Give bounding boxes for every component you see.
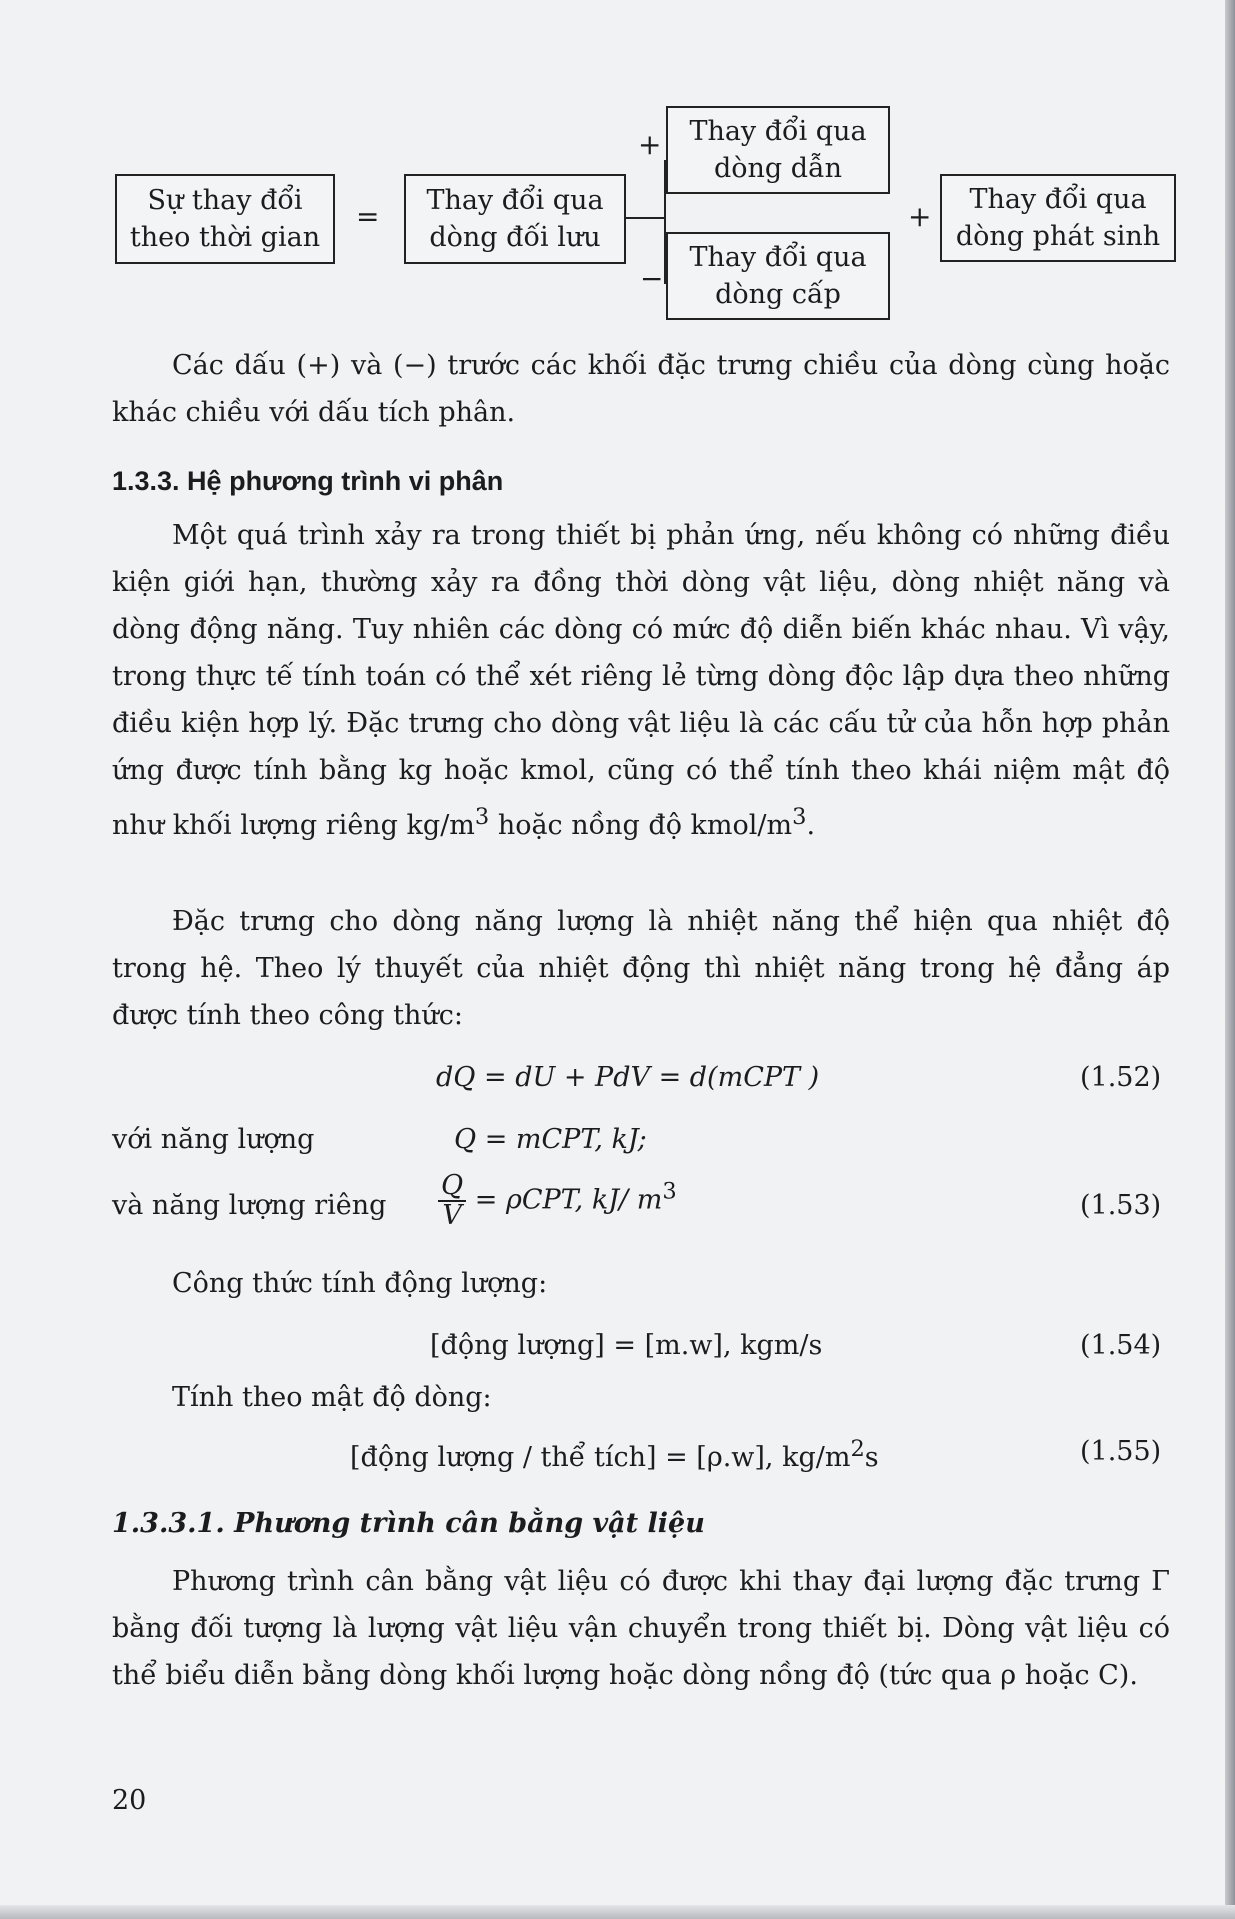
box-supply: Thay đổi qua dòng cấp: [666, 232, 890, 320]
equation-1-54: [động lượng] = [m.w], kgm/s: [430, 1330, 823, 1361]
energy-formula: Q = mCPT, kJ;: [454, 1124, 647, 1155]
balance-diagram: [0, 0, 1235, 340]
specific-energy-label: và năng lượng riêng: [112, 1190, 387, 1221]
equation-number-1-54: (1.54): [1080, 1330, 1162, 1361]
minus-sign: −: [640, 262, 664, 295]
plus-sign-top: +: [638, 128, 662, 161]
page-bottom-shadow: [0, 1905, 1235, 1919]
paragraph-signs: Các dấu (+) và (−) trước các khối đặc trưng chiều của dòng cùng hoặc khác chiều với dấu tích phân.: [112, 350, 1170, 428]
plus-sign-right: +: [908, 200, 932, 233]
box-time-change: Sự thay đổi theo thời gian: [115, 174, 335, 264]
paragraph-energy: Đặc trưng cho dòng năng lượng là nhiệt năng thể hiện qua nhiệt độ trong hệ. Theo lý thuyết của nhiệt động thì nhiệt năng trong hệ đẳng áp được tính theo công thức:: [112, 906, 1170, 1031]
density-intro: Tính theo mật độ dòng:: [172, 1382, 492, 1413]
box-convection: Thay đổi qua dòng đối lưu: [404, 174, 626, 264]
energy-label: với năng lượng: [112, 1124, 315, 1155]
equation-number-1-53: (1.53): [1080, 1190, 1162, 1221]
equation-1-52: dQ = dU + PdV = d(mCPT ): [436, 1062, 820, 1093]
connector-line: [626, 217, 666, 219]
equation-1-55: [động lượng / thể tích] = [ρ.w], $kg/m^2s$: [350, 1436, 879, 1473]
specific-energy-formula: $\frac{Q}{V}$ = ρCPT, kJ/ $m^3$: [438, 1172, 677, 1230]
section-heading: 1.3.3. Hệ phương trình vi phân: [112, 466, 504, 496]
box-generation: Thay đổi qua dòng phát sinh: [940, 174, 1176, 262]
fraction-q-over-v: $\frac{Q}{V}$: [438, 1172, 466, 1230]
page-number: 20: [112, 1785, 147, 1816]
box-conduction: Thay đổi qua dòng dẫn: [666, 106, 890, 194]
equals-sign: =: [356, 200, 380, 233]
momentum-intro: Công thức tính động lượng:: [172, 1268, 548, 1299]
paragraph-material: Phương trình cân bằng vật liệu có được khi thay đại lượng đặc trưng Γ bằng đối tượng là lượng vật liệu vận chuyển trong thiết bị. Dòng vật liệu có thể biểu diễn bằng dòng khối lượng hoặc dòng nồng độ (tức qua ρ hoặc C).: [112, 1566, 1170, 1691]
equation-number-1-52: (1.52): [1080, 1062, 1162, 1093]
equation-number-1-55: (1.55): [1080, 1436, 1162, 1467]
paragraph-process: Một quá trình xảy ra trong thiết bị phản ứng, nếu không có những điều kiện giới hạn, thường xảy ra đồng thời dòng vật liệu, dòng nhiệt năng và dòng động năng. Tuy nhiên các dòng có mức độ diễn biến khác nhau. Vì vậy, trong thực tế tính toán có thể xét riêng lẻ từng dòng độc lập dựa theo những điều kiện hợp lý. Đặc trưng cho dòng vật liệu là các cấu tử của hỗn hợp phản ứng được tính bằng kg hoặc kmol, cũng có thể tính theo khái niệm mật độ như khối lượng riêng $kg/m^3$ hoặc nồng độ kmol/$m^3$.: [112, 520, 1170, 841]
subsection-heading: 1.3.3.1. Phương trình cân bằng vật liệu: [112, 1508, 705, 1539]
